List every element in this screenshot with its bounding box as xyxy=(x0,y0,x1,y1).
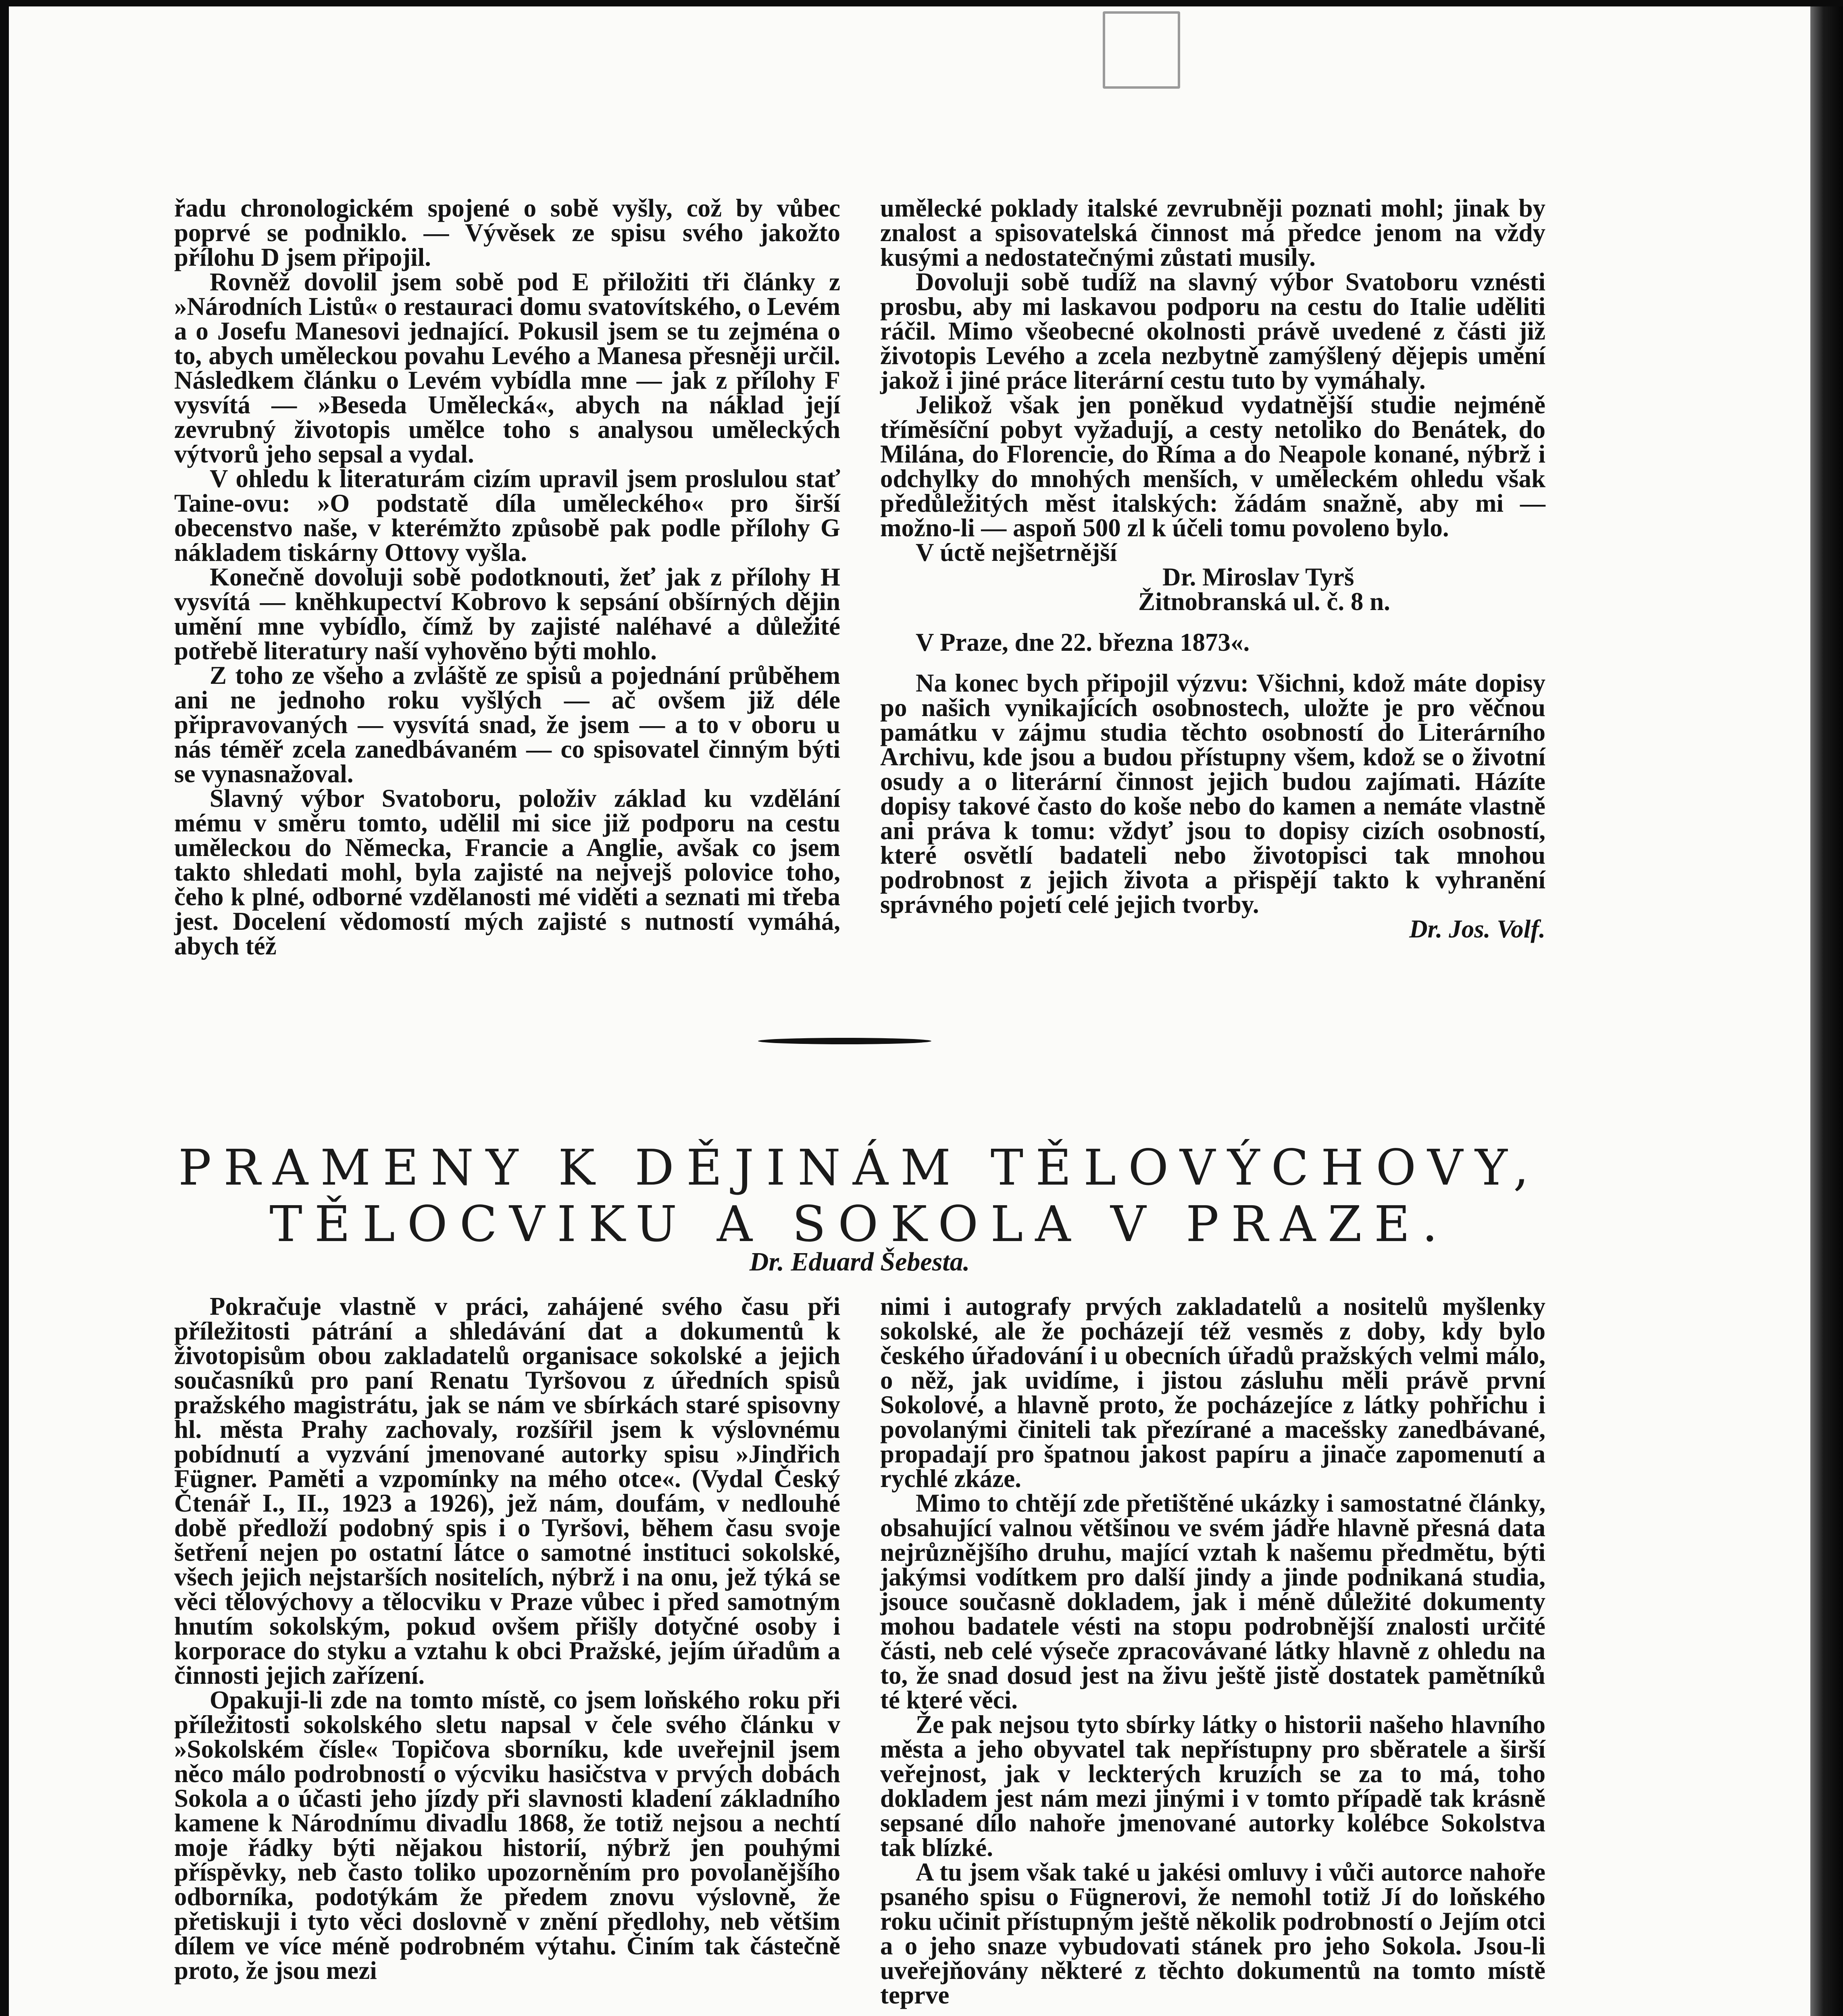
letter-paragraph: umělecké poklady italské zevrubněji poznati mohl; jinak by znalost a spisovatelská činnost má předce jenom na vždy kusými a nedostatečnými zůstati musily. xyxy=(880,194,1545,271)
article-paragraph: Že pak nejsou tyto sbírky látky o historii našeho hlavního města a jeho obyvatel tak nepřístupny pro sběratele a širší veřejnost, jak v leckterých kruzích se za to má, toho dokladem jest nám mezi jinými i v tomto případě tak krásně sepsané dílo nahoře jmenované autorky kolébce Sokolstva tak blízké. xyxy=(880,1710,1545,1862)
archive-appeal: Na konec bych připojil výzvu: Všichni, kdož máte dopisy po našich vynikajících osobnostech, uložte je pro věčnou památku v zájmu studia těchto osobností do Literárního Archivu, kde jsou a budou přístupny všem, kdož se o životní osudy a o literární činnost jejich budou zajímati. Házíte dopisy takové často do koše nebo do kamen a nemáte vlastně ani práva k tomu: vždyť jsou to dopisy cizích osobností, které osvětlí badateli nebo životopisci tak mnohou podrobnost z jejich života a přispějí takto k vyhranění správného pojetí celé jejich tvorby. xyxy=(880,669,1545,918)
letter-paragraph: Z toho ze všeho a zvláště ze spisů a pojednání průběhem ani ne jednoho roku vyšlých — ač ovšem již déle připravovaných — vysvítá snad, že jsem — a to v oboru u nás téměř zcela zanedbávaném — co spisovatel činným býti se vynasnažoval. xyxy=(174,661,840,788)
article-paragraph: A tu jsem však také u jakési omluvy i vůči autorce nahoře psaného spisu o Fügnerovi, že nemohl totiž Jí do loňského roku učinit přístupným ještě několik podrobností o Jejím otci a o jeho snaze vybudovati stánek pro jeho Sokola. Jsou-li uveřejňovány některé z těchto dokumentů na tomto místě teprve xyxy=(880,1858,1545,2009)
letter-closing: V úctě nejšetrnější xyxy=(916,538,1117,566)
letter-left-column xyxy=(174,196,840,958)
article-title-line-2: TĚLOCVIKU A SOKOLA V PRAZE. xyxy=(269,1195,1450,1253)
article-paragraph: Opakuji-li zde na tomto místě, co jsem loňského roku při příležitosti sokolského sletu napsal v čele svého článku v »Sokolském čísle« Topičova sborníku, kde uveřejnil jsem něco málo podrobností o výcviku hasičstva v prvých dobách Sokola a o účasti jeho jízdy při slavnosti kladení základního kamene k Národnímu divadlu 1868, že totiž nejsou a nechtí moje řádky býti nějakou historií, nýbrž jen pouhými příspěvky, neb často toliko upozorněním pro povolanějšího odborníka, podotýkám že předem znovu výslovně, že přetiskuji i tyto věci doslovně v znění předlohy, neb většim dílem ve více méně podrobném výtahu. Činím tak částečně proto, že jsou mezi xyxy=(174,1686,840,1985)
article-right-column xyxy=(880,1294,1545,2008)
section-divider xyxy=(758,1038,931,1044)
letter-paragraph: Rovněž dovolil jsem sobě pod E přiložiti tři články z »Národních Listů« o restauraci domu svatovítského, o Levém a o Josefu Manesovi jednající. Pokusil jsem se tu zejména o to, abych uměleckou povahu Levého a Manesa přesněji určil. Následkem článku o Levém vybídla mne — jak z přílohy F vysvítá — »Beseda Umělecká«, abych na náklad její zevrubný životopis umělce toho s analysou uměleckých výtvorů jeho sepsal a vydal. xyxy=(174,268,840,468)
letter-signature-address: Žitnobranská ul. č. 8 n. xyxy=(1138,587,1390,616)
appeal-author: Dr. Jos. Volf. xyxy=(1409,915,1545,943)
page-edge-shadow xyxy=(1810,0,1843,2016)
library-stamp xyxy=(1103,11,1180,89)
letter-right-column xyxy=(880,196,1545,941)
article-paragraph: nimi i autografy prvých zakladatelů a nositelů myšlenky sokolské, ale že pocházejí též vesměs z doby, kdy bylo českého úřadování i u obecních úřadů pražských velmi málo, o něž, jak uvidíme, i jistou zásluhu měli právě první Sokolové, a hlavně proto, že pocházejíce z látky pohřichu i povolanými činiteli tak přezírané a macešsky zanedbávané, propadají pro špatnou jakost papíru a jinače zapomenutí a rychlé zkáze. xyxy=(880,1292,1545,1493)
letter-paragraph: Slavný výbor Svatoboru, položiv základ ku vzdělání mému v směru tomto, udělil mi sice již podporu na cestu uměleckou do Německa, Francie a Anglie, avšak co jsem takto shledati mohl, byla zajisté na nejvejš polovice toho, čeho k plné, odborné vzdělanosti mé viděti a seznati mi třeba jest. Docelení vědomostí mých zajisté s nutností vymáhá, abych též xyxy=(174,784,840,960)
article-paragraph: Mimo to chtějí zde přetištěné ukázky i samostatné články, obsahující valnou většinou ve svém jádře hlavně přesná data nejrůznějšího druhu, mající vztah k našemu předmětu, býti jakýmsi vodítkem pro další jindy a jinde podnikaná studia, jsouce současně dokladem, jak i méně důležité dokumenty mohou badatele vésti na stopu podrobnější znalosti určité části, neb celé výseče zpracovávané látky hlavně z ohledu na to, že snad dosud jest na živu ještě jistě dostatek pamětníků té které věci. xyxy=(880,1489,1545,1714)
letter-paragraph: Jelikož však jen poněkud vydatnější studie nejméně tříměsíční pobyt vyžadují, a cesty netoliko do Benátek, do Milána, do Florencie, do Říma a do Neapole konané, nýbrž i odchylky do mnohých menších, v uměleckém ohledu však předůležitých měst italských: žádám snažně, aby mi —možno-li — aspoň 500 zl k účeli tomu povoleno bylo. xyxy=(880,391,1545,542)
letter-signature-name: Dr. Miroslav Tyrš xyxy=(1162,563,1354,591)
article-left-column xyxy=(174,1294,840,1983)
letter-date: V Praze, dne 22. března 1873«. xyxy=(916,628,1250,656)
letter-paragraph: V ohledu k literaturám cizím upravil jsem proslulou stať Taine-ovu: »O podstatě díla uměleckého« pro širší obecenstvo naše, v kterémžto způsobě pak podle přílohy G nákladem tiskárny Ottovy vyšla. xyxy=(174,464,840,566)
article-author: Dr. Eduard Šebesta. xyxy=(749,1247,970,1277)
article-paragraph: Pokračuje vlastně v práci, zahájené svého času při příležitosti pátrání a shledávání dat a dokumentů k životopisům obou zakladatelů organisace sokolské a jejich současníků pro paní Renatu Tyršovou z úředních spisů pražského magistrátu, jak se nám ve sbírkách staré spisovny hl. města Prahy zachovaly, rozšířil jsem k výslovnému pobídnutí a vyzvání jmenované autorky spisu »Jindřich Fügner. Paměti a vzpomínky na mého otce«. (Vydal Český Čtenář I., II., 1923 a 1926), jež nám, doufám, v nedlouhé době předloží podobný spis i o Tyršovi, během času svoje šetření nejen po ostatní látce o samotné instituci sokolské, všech jejich nejstarších nositelích, nýbrž i na onu, jež týká se věci tělovýchovy a tělocviku v Praze vůbec i před samotným hnutím sokolským, pokud ovšem přišly dotyčné osoby i korporace do styku a vztahu k obci Pražské, jejím úřadům a činnosti jejich zařízení. xyxy=(174,1292,840,1689)
article-title-line-1: PRAMENY K DĚJINÁM TĚLOVÝCHOVY, xyxy=(178,1139,1541,1196)
letter-paragraph: řadu chronologickém spojené o sobě vyšly, což by vůbec poprvé se podniklo. — Vývěsek ze spisu svého jakožto přílohu D jsem připojil. xyxy=(174,194,840,271)
letter-paragraph: Konečně dovoluji sobě podotknouti, žeť jak z přílohy H vysvítá — kněhkupectví Kobrovo k sepsání obšírných dějin umění mne vybídlo, čímž by zajisté naléhavé a důležité potřebě literatury naší vyhověno býti mohlo. xyxy=(174,563,840,665)
letter-paragraph: Dovoluji sobě tudíž na slavný výbor Svatoboru vznésti prosbu, aby mi laskavou podporu na cestu do Italie uděliti ráčil. Mimo všeobecné okolnosti právě uvedené z části již životopis Levého a zcela nezbytně zamýšlený dějepis umění jakož i jiné práce literární cestu tuto by vymáhaly. xyxy=(880,268,1545,394)
